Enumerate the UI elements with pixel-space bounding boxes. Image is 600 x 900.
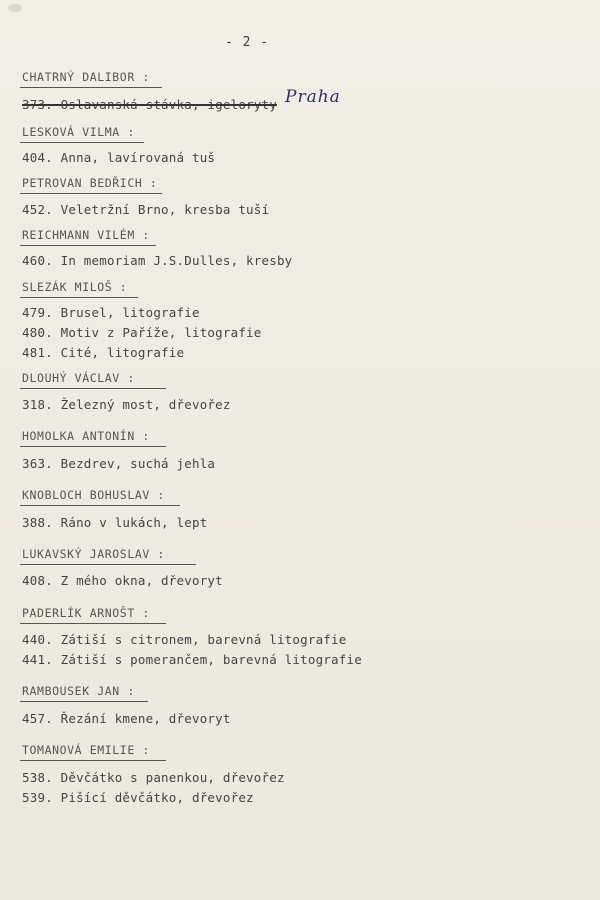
catalog-entry: 440. Zátiší s citronem, barevná litografie bbox=[22, 632, 347, 647]
catalog-entry: 373. Oslavanská stávka, igeloryty bbox=[22, 97, 277, 112]
catalog-entry: 480. Motiv z Paříže, litografie bbox=[22, 325, 262, 340]
artist-heading: CHATRNÝ DALIBOR : bbox=[22, 70, 150, 84]
catalog-entry: 460. In memoriam J.S.Dulles, kresby bbox=[22, 253, 293, 268]
catalog-entry: 452. Veletržní Brno, kresba tuší bbox=[22, 202, 270, 217]
catalog-entry: 441. Zátiší s pomerančem, barevná litografie bbox=[22, 652, 362, 667]
artist-heading: LUKAVSKÝ JAROSLAV : bbox=[22, 547, 165, 561]
artist-heading: LESKOVÁ VILMA : bbox=[22, 125, 135, 139]
catalog-entry: 457. Řezání kmene, dřevoryt bbox=[22, 711, 231, 726]
catalog-entry: 404. Anna, lavírovaná tuš bbox=[22, 150, 216, 165]
page-number: - 2 - bbox=[225, 35, 270, 50]
catalog-entry: 318. Železný most, dřevořez bbox=[22, 397, 231, 412]
artist-heading: PETROVAN BEDŘICH : bbox=[22, 176, 157, 190]
artist-heading: DLOUHÝ VÁCLAV : bbox=[22, 371, 135, 385]
artist-heading: HOMOLKA ANTONÍN : bbox=[22, 429, 150, 443]
catalog-entry: 481. Cité, litografie bbox=[22, 345, 185, 360]
catalog-entry: 538. Děvčátko s panenkou, dřevořez bbox=[22, 770, 285, 785]
artist-heading: TOMANOVÁ EMILIE : bbox=[22, 743, 150, 757]
punch-hole-mark bbox=[8, 4, 22, 12]
artist-heading: SLEZÁK MILOŠ : bbox=[22, 280, 127, 294]
artist-heading: RAMBOUSEK JAN : bbox=[22, 684, 135, 698]
artist-heading: PADERLÍK ARNOŠT : bbox=[22, 606, 150, 620]
handwritten-note: Praha bbox=[285, 87, 341, 107]
catalog-entry: 539. Pišící děvčátko, dřevořez bbox=[22, 790, 254, 805]
catalog-entry: 363. Bezdrev, suchá jehla bbox=[22, 456, 216, 471]
artist-heading: REICHMANN VILÉM : bbox=[22, 228, 150, 242]
catalog-entry: 388. Ráno v lukách, lept bbox=[22, 515, 208, 530]
catalog-entry: 408. Z mého okna, dřevoryt bbox=[22, 573, 223, 588]
artist-heading: KNOBLOCH BOHUSLAV : bbox=[22, 488, 165, 502]
catalog-entry: 479. Brusel, litografie bbox=[22, 305, 200, 320]
